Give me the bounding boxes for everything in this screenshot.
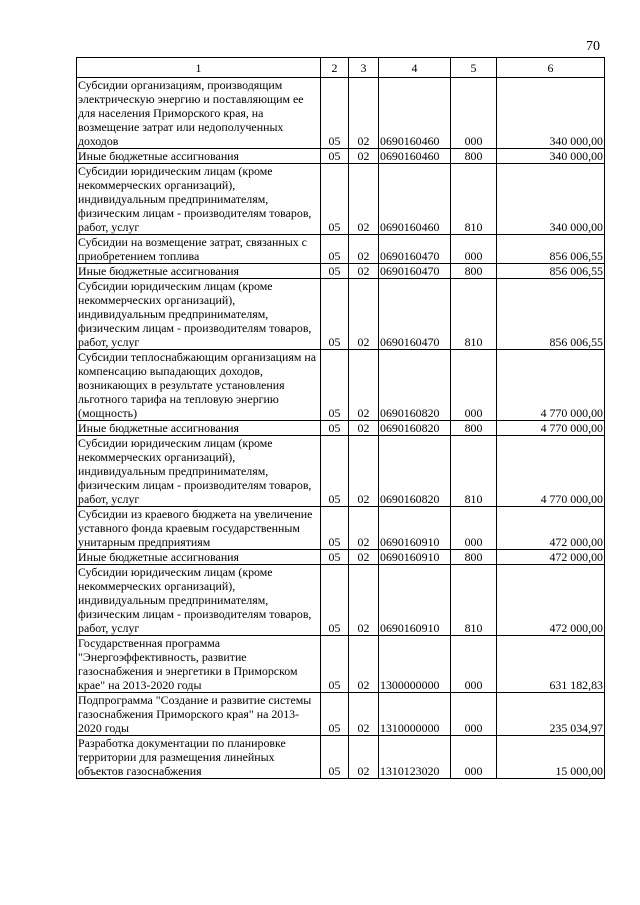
row-article-cell: 0690160470 xyxy=(379,264,451,279)
table-row xyxy=(77,636,605,693)
row-article-cell: 0690160910 xyxy=(379,550,451,565)
row-section-cell: 05 xyxy=(321,565,349,636)
row-type-cell: 000 xyxy=(451,78,497,149)
row-name-cell: Разработка документации по планировке территории для размещения линейных объектов газоснабжения xyxy=(77,736,321,779)
row-subsection-cell: 02 xyxy=(349,350,379,421)
row-type-cell: 810 xyxy=(451,164,497,235)
table-row xyxy=(77,350,605,421)
row-subsection-cell: 02 xyxy=(349,164,379,235)
row-type-cell: 000 xyxy=(451,350,497,421)
row-amount-cell: 472 000,00 xyxy=(497,565,605,636)
column-header: 5 xyxy=(451,58,497,78)
row-name-cell: Субсидии юридическим лицам (кроме некоммерческих организаций), индивидуальным предпринимателям, физическим лицам - производителям товаров, работ, услуг xyxy=(77,565,321,636)
row-amount-cell: 856 006,55 xyxy=(497,264,605,279)
row-article-cell: 1310000000 xyxy=(379,693,451,736)
row-subsection-cell: 02 xyxy=(349,436,379,507)
row-type-cell: 800 xyxy=(451,421,497,436)
page-number: 70 xyxy=(586,39,600,54)
row-name-cell: Субсидии теплоснабжающим организациям на компенсацию выпадающих доходов, возникающих в результате установления льготного тарифа на тепловую энергию (мощность) xyxy=(77,350,321,421)
column-header: 6 xyxy=(497,58,605,78)
row-subsection-cell: 02 xyxy=(349,736,379,779)
row-type-cell: 000 xyxy=(451,507,497,550)
row-amount-cell: 340 000,00 xyxy=(497,164,605,235)
row-section-cell: 05 xyxy=(321,350,349,421)
row-subsection-cell: 02 xyxy=(349,279,379,350)
row-name-cell: Подпрограмма "Создание и развитие системы газоснабжения Приморского края" на 2013-2020 годы xyxy=(77,693,321,736)
row-article-cell: 0690160820 xyxy=(379,350,451,421)
row-name-cell: Иные бюджетные ассигнования xyxy=(77,149,321,164)
row-section-cell: 05 xyxy=(321,264,349,279)
row-article-cell: 0690160470 xyxy=(379,235,451,264)
table-row xyxy=(77,279,605,350)
column-header: 2 xyxy=(321,58,349,78)
table-row xyxy=(77,507,605,550)
row-section-cell: 05 xyxy=(321,235,349,264)
row-name-cell: Субсидии организациям, производящим электрическую энергию и поставляющим ее для населения Приморского края, на возмещение затрат или недополученных доходов xyxy=(77,78,321,149)
row-article-cell: 1310123020 xyxy=(379,736,451,779)
row-section-cell: 05 xyxy=(321,507,349,550)
column-header: 3 xyxy=(349,58,379,78)
row-amount-cell: 4 770 000,00 xyxy=(497,350,605,421)
row-type-cell: 800 xyxy=(451,264,497,279)
row-type-cell: 810 xyxy=(451,565,497,636)
table-row xyxy=(77,78,605,149)
table-body xyxy=(77,78,605,779)
row-article-cell: 1300000000 xyxy=(379,636,451,693)
column-header: 4 xyxy=(379,58,451,78)
row-amount-cell: 340 000,00 xyxy=(497,78,605,149)
row-name-cell: Субсидии юридическим лицам (кроме некоммерческих организаций), индивидуальным предпринимателям, физическим лицам - производителям товаров, работ, услуг xyxy=(77,164,321,235)
row-subsection-cell: 02 xyxy=(349,565,379,636)
row-type-cell: 000 xyxy=(451,636,497,693)
row-type-cell: 810 xyxy=(451,436,497,507)
row-amount-cell: 340 000,00 xyxy=(497,149,605,164)
row-name-cell: Субсидии юридическим лицам (кроме некоммерческих организаций), индивидуальным предпринимателям, физическим лицам - производителям товаров, работ, услуг xyxy=(77,436,321,507)
row-name-cell: Субсидии на возмещение затрат, связанных с приобретением топлива xyxy=(77,235,321,264)
row-subsection-cell: 02 xyxy=(349,421,379,436)
row-subsection-cell: 02 xyxy=(349,693,379,736)
row-type-cell: 800 xyxy=(451,149,497,164)
row-section-cell: 05 xyxy=(321,164,349,235)
row-article-cell: 0690160820 xyxy=(379,436,451,507)
row-subsection-cell: 02 xyxy=(349,507,379,550)
row-amount-cell: 15 000,00 xyxy=(497,736,605,779)
row-subsection-cell: 02 xyxy=(349,149,379,164)
row-type-cell: 000 xyxy=(451,235,497,264)
row-name-cell: Иные бюджетные ассигнования xyxy=(77,421,321,436)
table-row xyxy=(77,565,605,636)
column-header: 1 xyxy=(77,58,321,78)
row-name-cell: Субсидии из краевого бюджета на увеличение уставного фонда краевым государственным унитарным предприятиям xyxy=(77,507,321,550)
row-section-cell: 05 xyxy=(321,279,349,350)
row-section-cell: 05 xyxy=(321,550,349,565)
table-row xyxy=(77,164,605,235)
row-amount-cell: 472 000,00 xyxy=(497,507,605,550)
row-amount-cell: 856 006,55 xyxy=(497,279,605,350)
row-section-cell: 05 xyxy=(321,636,349,693)
row-article-cell: 0690160470 xyxy=(379,279,451,350)
row-subsection-cell: 02 xyxy=(349,78,379,149)
row-article-cell: 0690160460 xyxy=(379,164,451,235)
row-type-cell: 000 xyxy=(451,693,497,736)
row-article-cell: 0690160820 xyxy=(379,421,451,436)
table-row xyxy=(77,235,605,264)
table-header-row xyxy=(77,58,605,78)
row-section-cell: 05 xyxy=(321,149,349,164)
row-section-cell: 05 xyxy=(321,736,349,779)
row-section-cell: 05 xyxy=(321,436,349,507)
table-row xyxy=(77,264,605,279)
table-row xyxy=(77,436,605,507)
table-row xyxy=(77,550,605,565)
row-article-cell: 0690160460 xyxy=(379,78,451,149)
table-row xyxy=(77,693,605,736)
row-subsection-cell: 02 xyxy=(349,636,379,693)
row-amount-cell: 4 770 000,00 xyxy=(497,436,605,507)
table-row xyxy=(77,736,605,779)
row-article-cell: 0690160910 xyxy=(379,565,451,636)
table-row xyxy=(77,149,605,164)
row-section-cell: 05 xyxy=(321,421,349,436)
row-section-cell: 05 xyxy=(321,78,349,149)
row-article-cell: 0690160460 xyxy=(379,149,451,164)
row-subsection-cell: 02 xyxy=(349,235,379,264)
row-type-cell: 000 xyxy=(451,736,497,779)
row-amount-cell: 4 770 000,00 xyxy=(497,421,605,436)
budget-table xyxy=(76,57,605,779)
row-name-cell: Государственная программа "Энергоэффективность, развитие газоснабжения и энергетики в Приморском крае" на 2013-2020 годы xyxy=(77,636,321,693)
row-name-cell: Иные бюджетные ассигнования xyxy=(77,264,321,279)
row-name-cell: Иные бюджетные ассигнования xyxy=(77,550,321,565)
row-type-cell: 800 xyxy=(451,550,497,565)
row-type-cell: 810 xyxy=(451,279,497,350)
row-amount-cell: 856 006,55 xyxy=(497,235,605,264)
table-row xyxy=(77,421,605,436)
row-amount-cell: 631 182,83 xyxy=(497,636,605,693)
row-article-cell: 0690160910 xyxy=(379,507,451,550)
row-subsection-cell: 02 xyxy=(349,264,379,279)
row-amount-cell: 472 000,00 xyxy=(497,550,605,565)
row-subsection-cell: 02 xyxy=(349,550,379,565)
row-amount-cell: 235 034,97 xyxy=(497,693,605,736)
row-name-cell: Субсидии юридическим лицам (кроме некоммерческих организаций), индивидуальным предпринимателям, физическим лицам - производителям товаров, работ, услуг xyxy=(77,279,321,350)
row-section-cell: 05 xyxy=(321,693,349,736)
